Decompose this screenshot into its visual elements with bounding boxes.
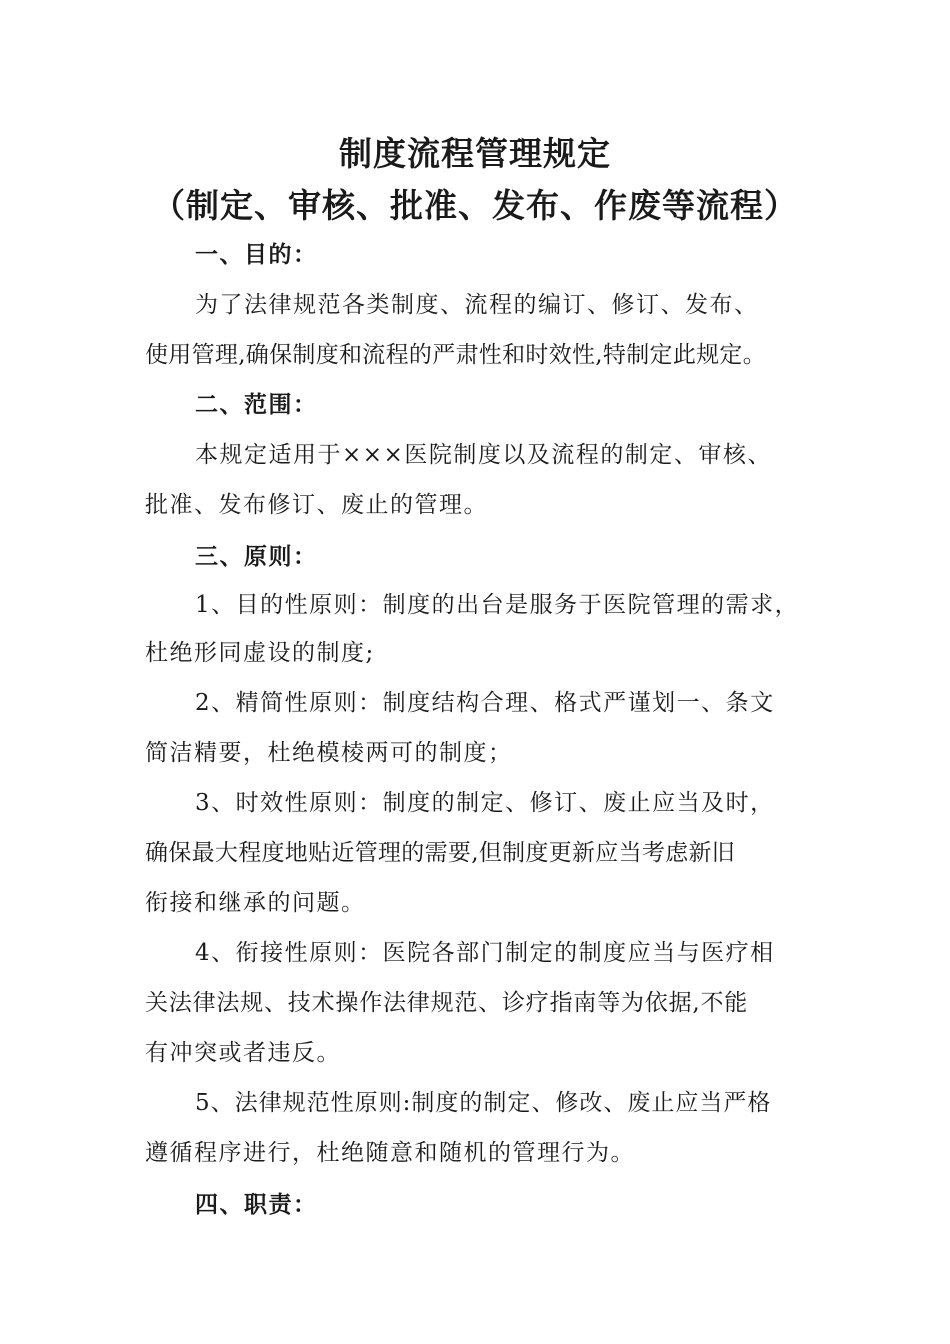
paragraph-line: 杜绝形同虚设的制度; [145, 640, 375, 666]
paragraph-line: 本规定适用于×××医院制度以及流程的制定、审核、 [195, 442, 772, 468]
paragraph-line: 5、法律规范性原则:制度的制定、修改、废止应当严格 [195, 1090, 772, 1116]
paragraph-line: 批准、发布修订、废止的管理。 [145, 492, 488, 518]
paragraph-line: 关法律法规、技术操作法律规范、诊疗指南等为依据,不能 [145, 990, 749, 1016]
paragraph-line: 衔接和继承的问题。 [145, 890, 366, 916]
document-subtitle: （制定、审核、批准、发布、作废等流程） [152, 186, 798, 225]
paragraph-line: 为了法律规范各类制度、流程的编订、修订、发布、 [195, 292, 759, 318]
paragraph-line: 4、衔接性原则：医院各部门制定的制度应当与医疗相 [195, 940, 775, 966]
section-heading-responsibilities: 四、职责： [195, 1192, 318, 1218]
paragraph-line: 2、精简性原则：制度结构合理、格式严谨划一、条文 [195, 690, 775, 716]
paragraph-line: 使用管理,确保制度和流程的严肃性和时效性,特制定此规定。 [145, 342, 767, 368]
paragraph-line: 简洁精要，杜绝模棱两可的制度； [145, 740, 513, 766]
paragraph-line: 遵循程序进行，杜绝随意和随机的管理行为。 [145, 1140, 635, 1166]
paragraph-line: 确保最大程度地贴近管理的需要,但制度更新应当考虑新旧 [145, 840, 736, 866]
document-title: 制度流程管理规定 [339, 134, 611, 173]
paragraph-line: 1、目的性原则：制度的出台是服务于医院管理的需求， [195, 592, 800, 618]
section-heading-principles: 三、原则： [195, 544, 318, 570]
section-heading-scope: 二、范围： [195, 392, 318, 418]
paragraph-line: 3、时效性原则：制度的制定、修订、废止应当及时， [195, 790, 775, 816]
paragraph-line: 有冲突或者违反。 [145, 1040, 341, 1066]
section-heading-purpose: 一、目的： [195, 242, 318, 268]
